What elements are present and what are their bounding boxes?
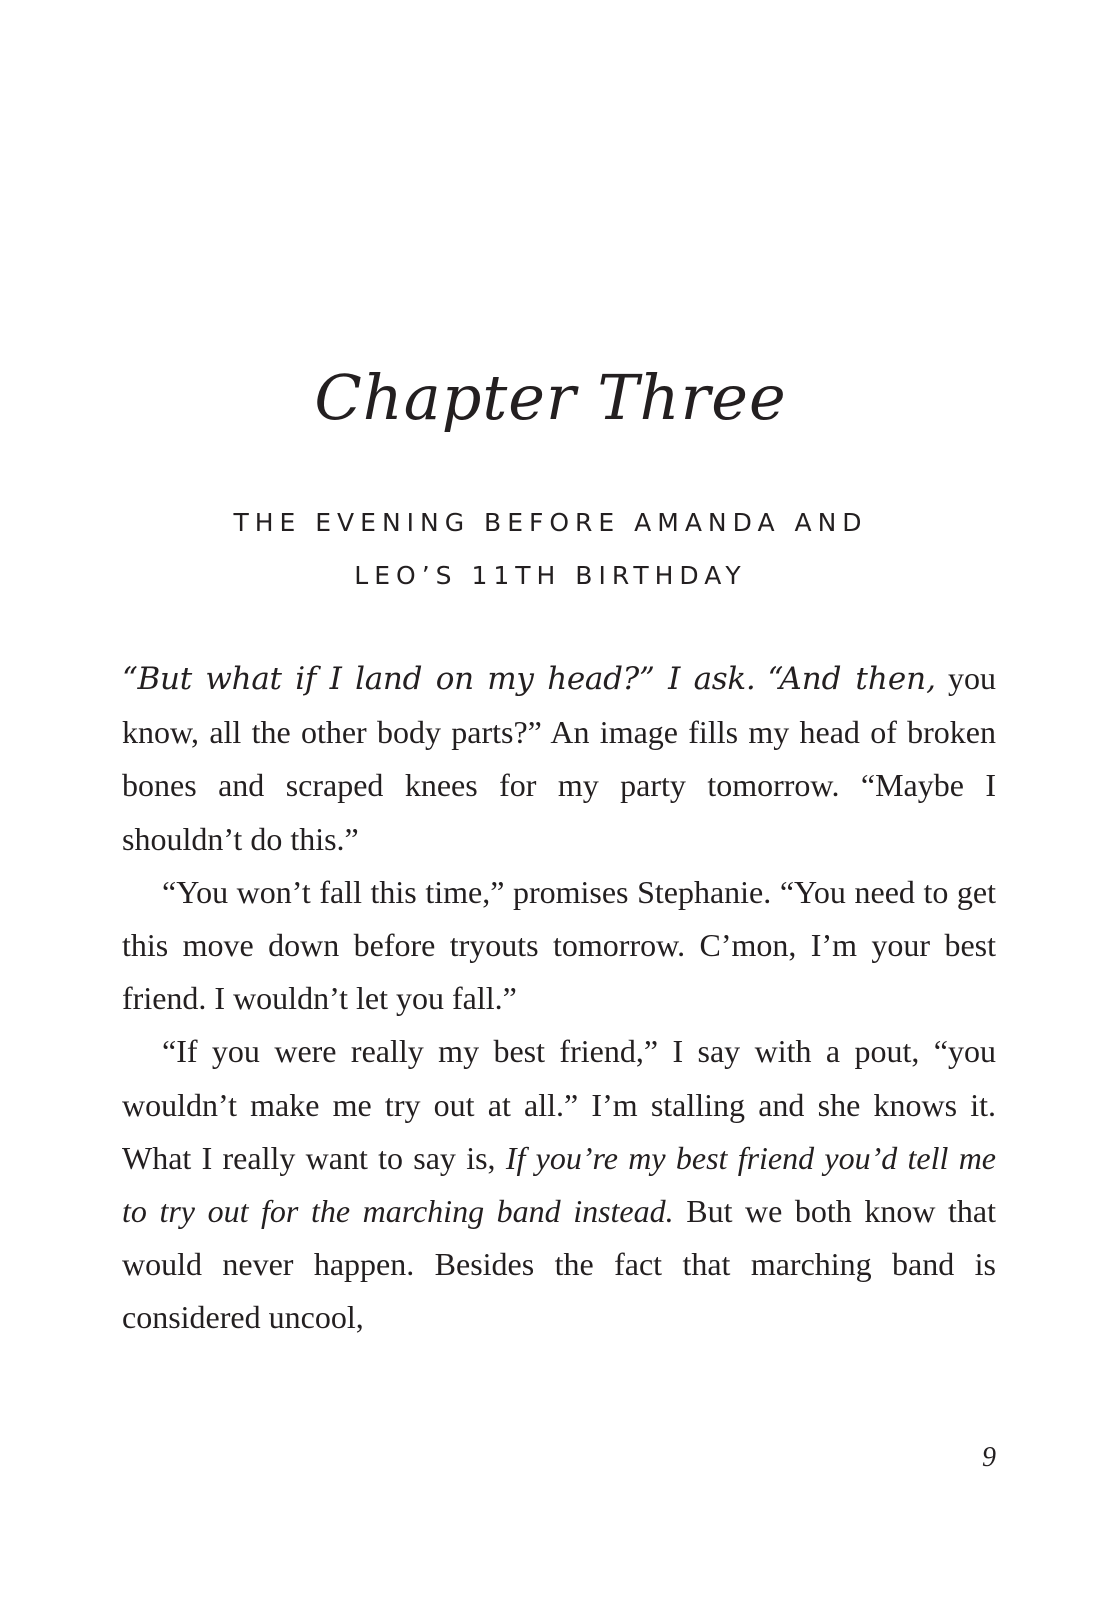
paragraph-3-text-before: “If you were really my best friend,” I say with a pout, “you wouldn’t make me try out at all.” I’m stalling and she knows it. What I really want to say is,: [122, 1033, 996, 1176]
lead-in-quote: “But what if I land on my head?” I ask.: [122, 661, 756, 697]
chapter-subtitle: [0, 496, 1101, 602]
chapter-title: Chapter Three: [314, 361, 787, 434]
chapter-subtitle-line-2: LEO’S 11TH BIRTHDAY: [354, 561, 747, 590]
paragraph-3-text-after: But we both know that would never happen. Besides the fact that marching band is considered uncool,: [122, 1193, 997, 1336]
body-text: [122, 652, 996, 1345]
paragraph-3: [122, 1025, 996, 1344]
paragraph-2: [122, 866, 996, 1026]
lead-in-quote-continued: “And then,: [767, 661, 936, 697]
chapter-subtitle-line-1: THE EVENING BEFORE AMANDA AND: [233, 508, 868, 537]
paragraph-2-text: “You won’t fall this time,” promises Stephanie. “You need to get this move down before tryouts tomorrow. C’mon, I’m your best friend. I wouldn’t let you fall.”: [122, 873, 996, 1017]
paragraph-1: [122, 652, 996, 866]
page-number: 9: [982, 1442, 996, 1473]
paragraph-1-text: you know, all the other body parts?” An image fills my head of broken bones and scraped knees for my party tomorrow. “Maybe I shouldn’t do this.”: [122, 660, 997, 857]
paragraph-3-italic: If you’re my best friend you’d tell me to try out for the marching band instead.: [122, 1139, 997, 1230]
